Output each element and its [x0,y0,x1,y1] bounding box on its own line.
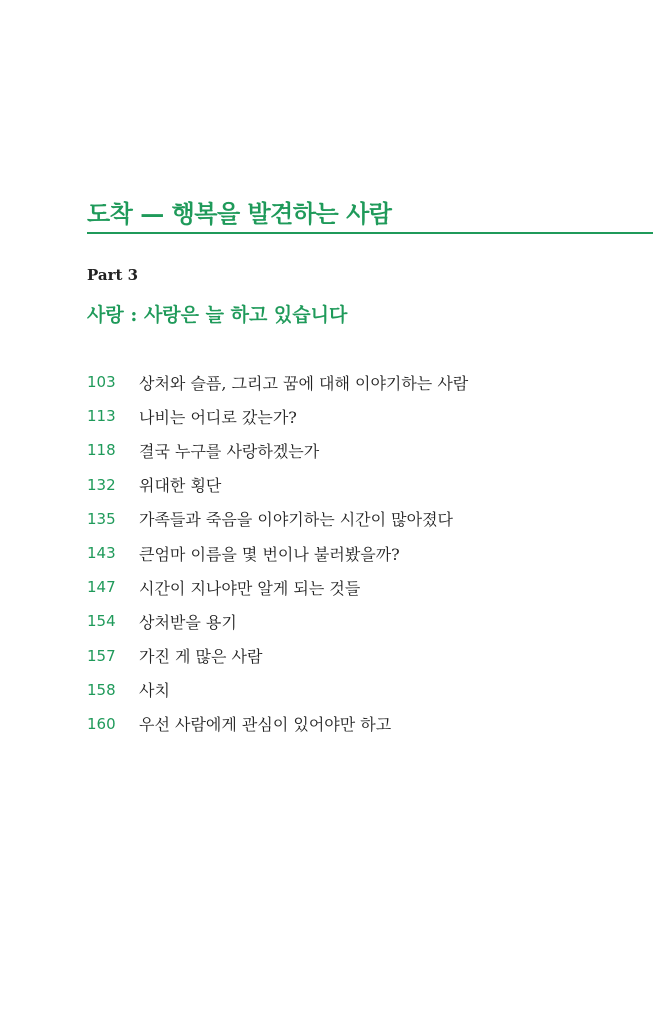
toc-entry[interactable] [87,399,627,433]
toc-entry-title: 사치 [139,681,170,701]
toc-entry[interactable] [87,468,627,502]
toc-entry-title: 위대한 횡단 [139,476,222,496]
toc-entry[interactable] [87,536,627,570]
toc-page-number: 147 [87,578,116,597]
toc-entry[interactable] [87,639,627,673]
toc-entry[interactable] [87,433,627,467]
toc-entry-title: 가진 게 많은 사람 [139,647,263,667]
header-divider [87,232,653,234]
part-label: Part 3 [87,266,139,284]
toc-entry-title: 큰엄마 이름을 몇 번이나 불러봤을까? [139,544,400,564]
toc-entry-title: 가족들과 죽음을 이야기하는 시간이 많아졌다 [139,510,454,530]
toc-page-number: 103 [87,373,116,392]
toc-entry-title: 결국 누구를 사랑하겠는가 [139,441,320,461]
toc-entry[interactable] [87,570,627,604]
toc-page-number: 154 [87,612,116,631]
toc-page-number: 135 [87,509,116,528]
toc-entry[interactable] [87,707,627,741]
toc-entry[interactable] [87,502,627,536]
toc-page-number: 160 [87,714,116,733]
toc-page-number: 113 [87,407,116,426]
toc-entry-title: 나비는 어디로 갔는가? [139,407,297,427]
toc-entry-title: 우선 사람에게 관심이 있어야만 하고 [139,715,392,735]
toc-page-number: 143 [87,544,116,563]
toc-entry-title: 상처와 슬픔, 그리고 꿈에 대해 이야기하는 사람 [139,373,469,393]
toc-entry-title: 시간이 지나야만 알게 되는 것들 [139,578,361,598]
toc-page-number: 132 [87,475,116,494]
toc-page-number: 157 [87,646,116,665]
toc-entry[interactable] [87,604,627,638]
part-title: 사랑 : 사랑은 늘 하고 있습니다 [87,304,348,326]
toc-entry[interactable] [87,365,627,399]
toc-page-number: 158 [87,680,116,699]
toc-page-number: 118 [87,441,116,460]
table-of-contents [87,365,627,741]
chapter-header-title: 도착 — 행복을 발견하는 사람 [87,199,392,228]
toc-entry-title: 상처받을 용기 [139,612,237,632]
toc-entry[interactable] [87,673,627,707]
